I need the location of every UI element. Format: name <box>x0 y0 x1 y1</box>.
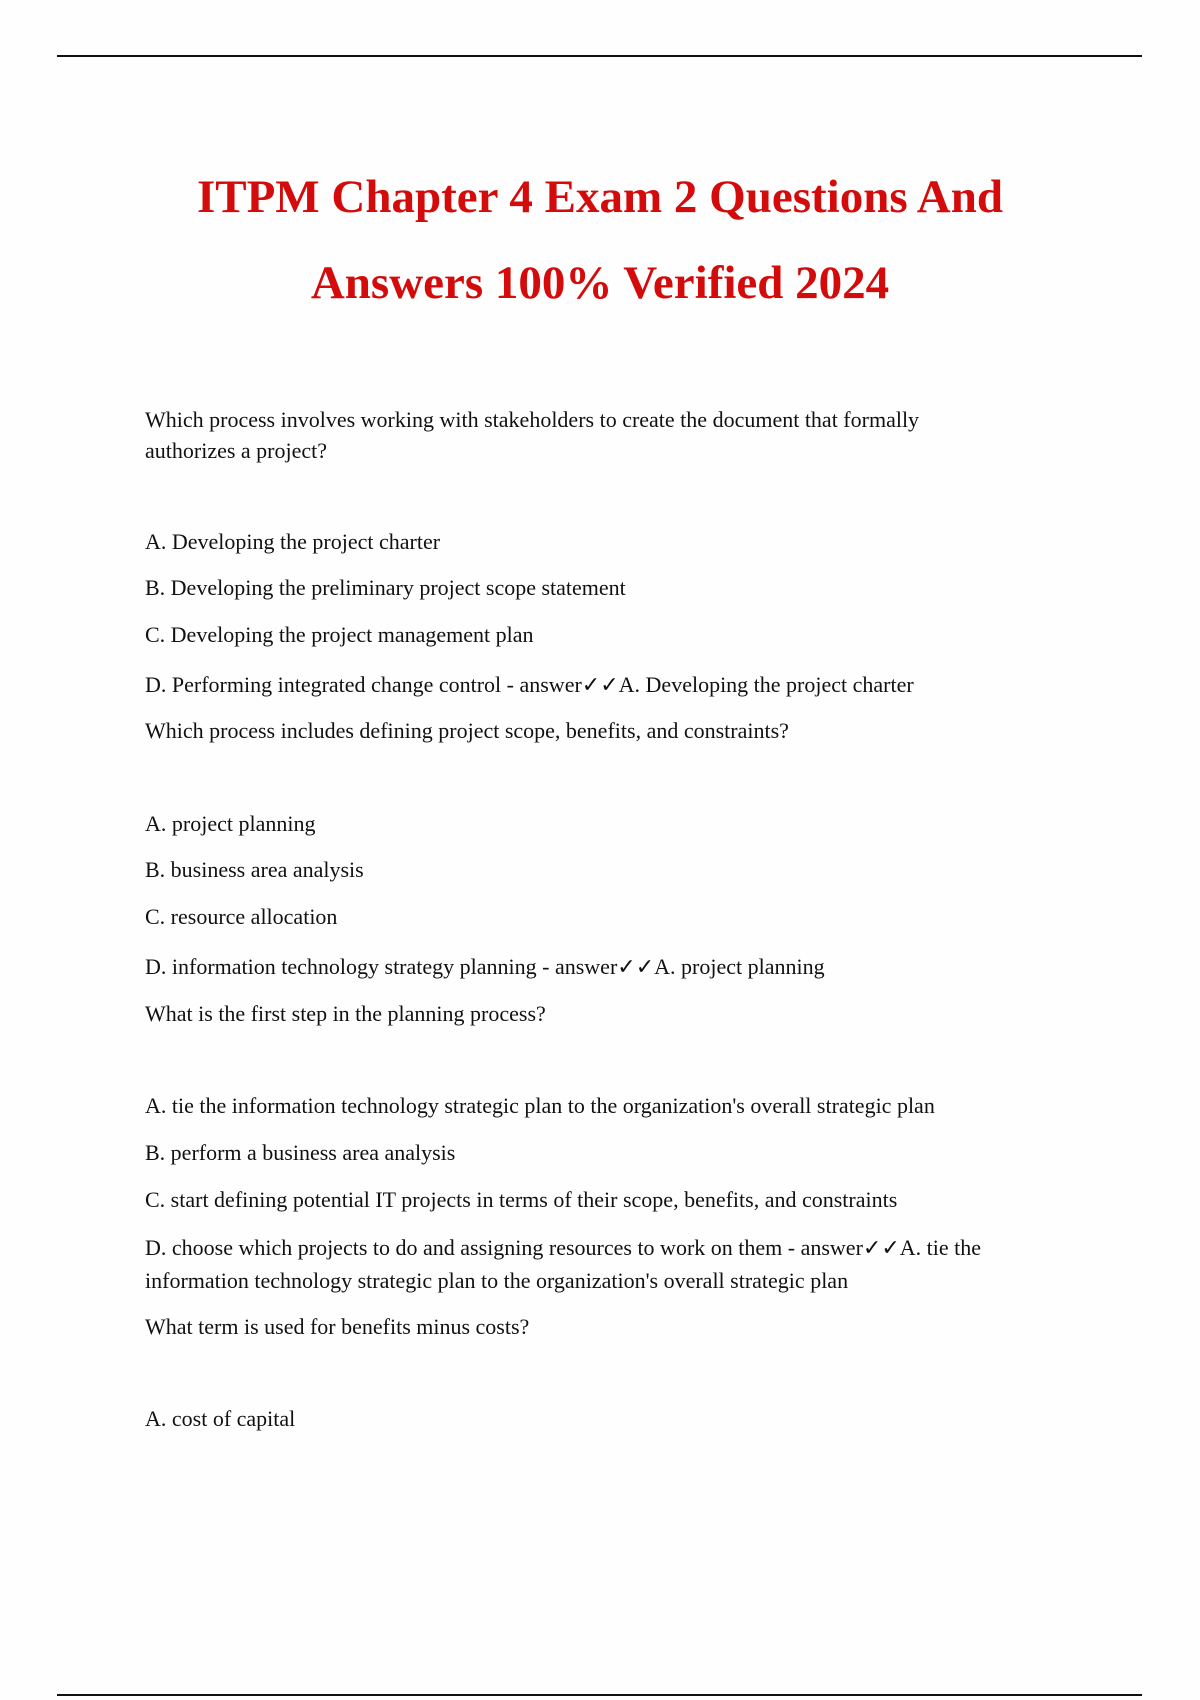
q4-option-a: A. cost of capital <box>145 1406 296 1431</box>
q1-option-c: C. Developing the project management plan <box>145 622 534 647</box>
q2-option-a: A. project planning <box>145 811 316 836</box>
bottom-rule <box>57 1694 1142 1696</box>
question-2: Which process includes defining project scope, benefits, and constraints? <box>145 718 789 743</box>
question-1-line-2: authorizes a project? <box>145 438 328 463</box>
question-1-line-1: Which process involves working with stakeholders to create the document that formally <box>145 407 920 432</box>
question-4: What term is used for benefits minus costs? <box>145 1314 530 1339</box>
q2-option-b: B. business area analysis <box>145 857 364 882</box>
top-rule <box>57 55 1142 57</box>
q1-option-a: A. Developing the project charter <box>145 529 441 554</box>
q1-option-b: B. Developing the preliminary project scope statement <box>145 575 626 600</box>
title-line-2: Answers 100% Verified 2024 <box>310 257 890 309</box>
q3-option-c: C. start defining potential IT projects in terms of their scope, benefits, and constraints <box>145 1187 898 1212</box>
q2-option-d-answer: D. information technology strategy planning - answer✓✓A. project planning <box>145 954 825 979</box>
q3-option-d-answer-line-1: D. choose which projects to do and assigning resources to work on them - answer✓✓A. tie the <box>145 1235 982 1260</box>
q2-option-c: C. resource allocation <box>145 904 338 929</box>
title-line-1: ITPM Chapter 4 Exam 2 Questions And <box>196 171 1004 223</box>
document-title <box>0 154 1200 326</box>
question-3: What is the first step in the planning process? <box>145 1001 546 1026</box>
q3-option-b: B. perform a business area analysis <box>145 1140 456 1165</box>
q3-option-a: A. tie the information technology strategic plan to the organization's overall strategic plan <box>145 1093 935 1118</box>
q3-option-d-answer-line-2: information technology strategic plan to the organization's overall strategic plan <box>145 1268 849 1293</box>
q1-option-d-answer: D. Performing integrated change control - answer✓✓A. Developing the project charter <box>145 672 914 697</box>
